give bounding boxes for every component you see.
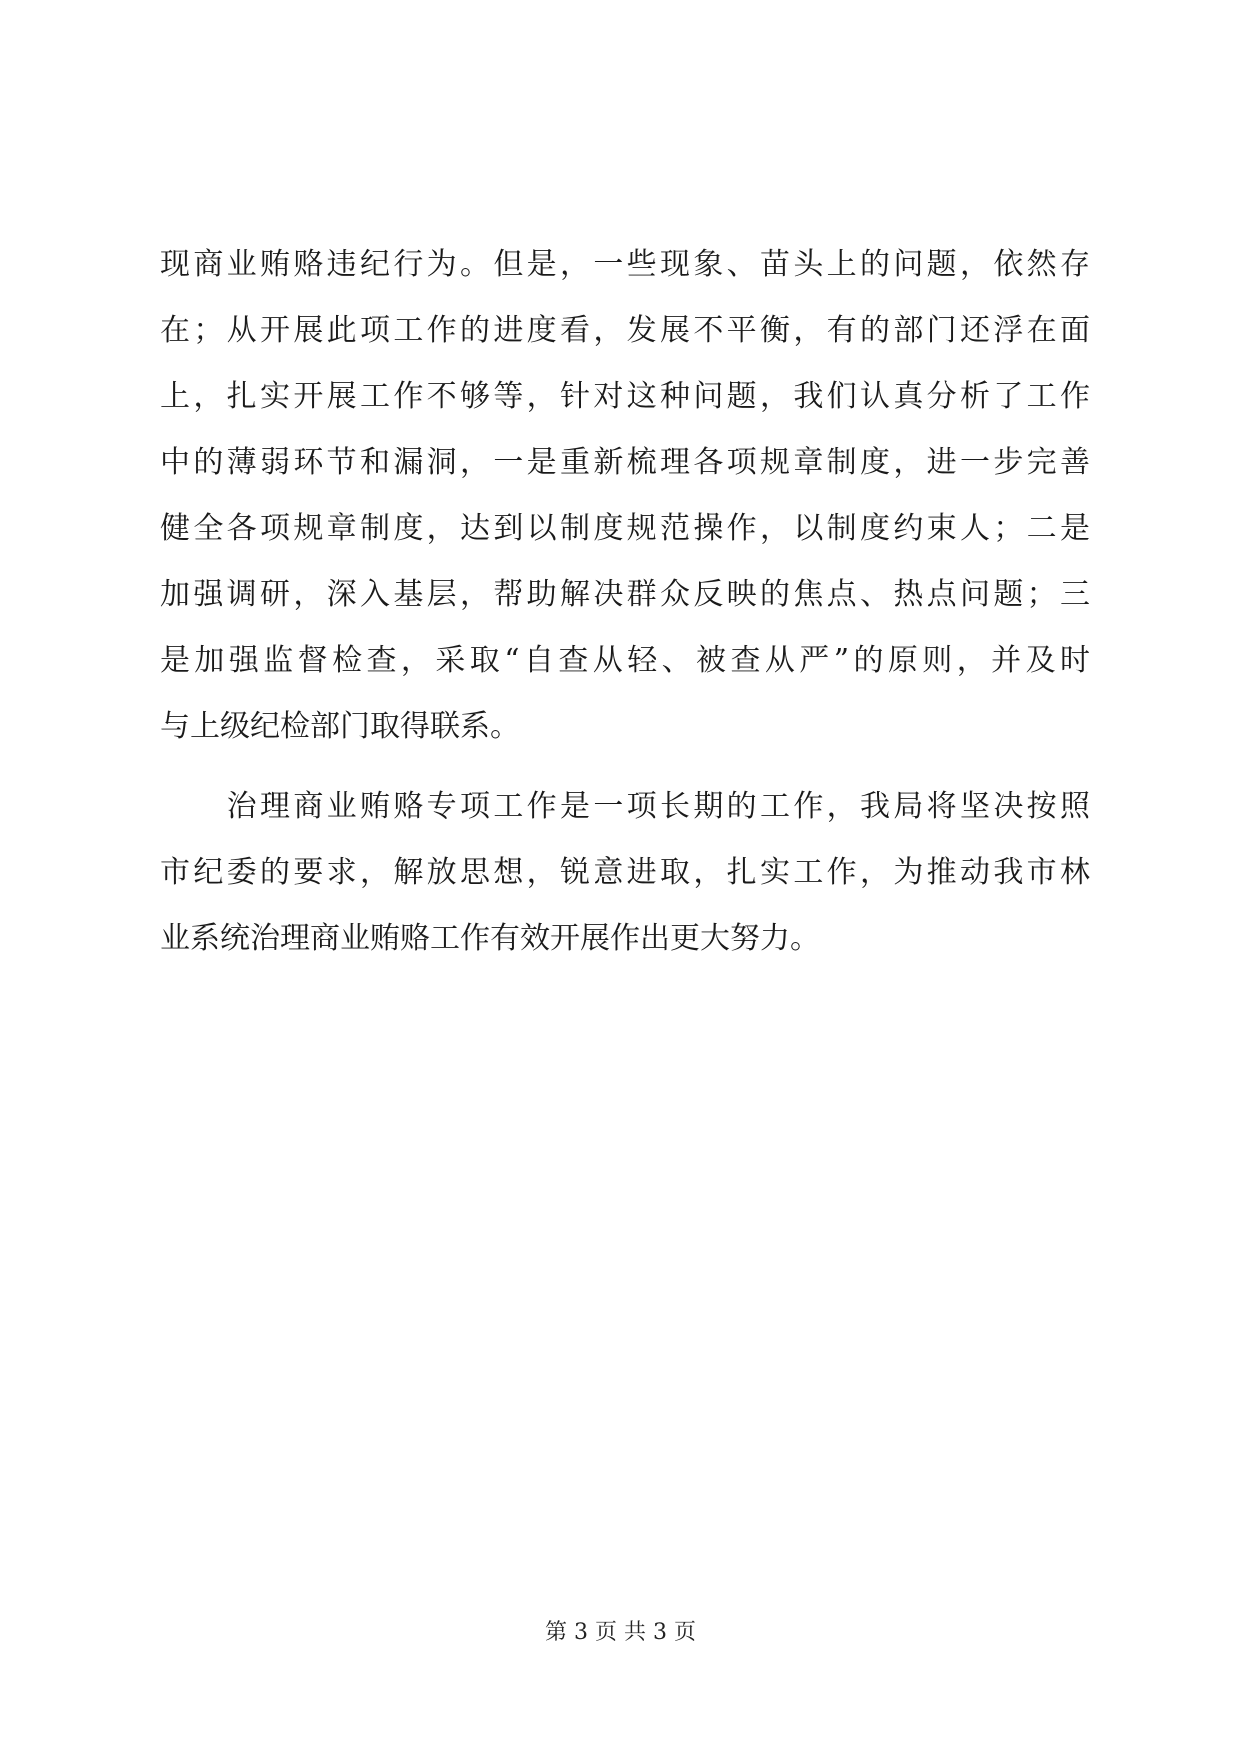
page-number-footer: 第 3 页 共 3 页 <box>545 1620 696 1645</box>
paragraph-gap <box>160 760 1090 774</box>
paragraph-line: 健全各项规章制度，达到以制度规范操作，以制度约束人；二是 <box>160 511 1090 546</box>
paragraph-line: 中的薄弱环节和漏洞，一是重新梳理各项规章制度，进一步完善 <box>160 445 1090 480</box>
paragraph-line: 是加强监督检查，采取“自查从轻、被查从严”的原则，并及时 <box>160 643 1090 678</box>
paragraph-2 <box>160 774 1090 972</box>
paragraph-line: 加强调研，深入基层，帮助解决群众反映的焦点、热点问题；三 <box>160 577 1090 612</box>
document-body <box>160 232 1090 972</box>
paragraph-1 <box>160 232 1090 760</box>
paragraph-line: 业系统治理商业贿赂工作有效开展作出更大努力。 <box>160 921 820 956</box>
paragraph-line: 现商业贿赂违纪行为。但是，一些现象、苗头上的问题，依然存 <box>160 247 1090 282</box>
paragraph-line: 与上级纪检部门取得联系。 <box>160 709 520 744</box>
paragraph-line: 市纪委的要求，解放思想，锐意进取，扎实工作，为推动我市林 <box>160 855 1090 890</box>
paragraph-line: 治理商业贿赂专项工作是一项长期的工作，我局将坚决按照 <box>160 789 1090 824</box>
paragraph-line: 上，扎实开展工作不够等，针对这种问题，我们认真分析了工作 <box>160 379 1090 414</box>
paragraph-line: 在；从开展此项工作的进度看，发展不平衡，有的部门还浮在面 <box>160 313 1090 348</box>
